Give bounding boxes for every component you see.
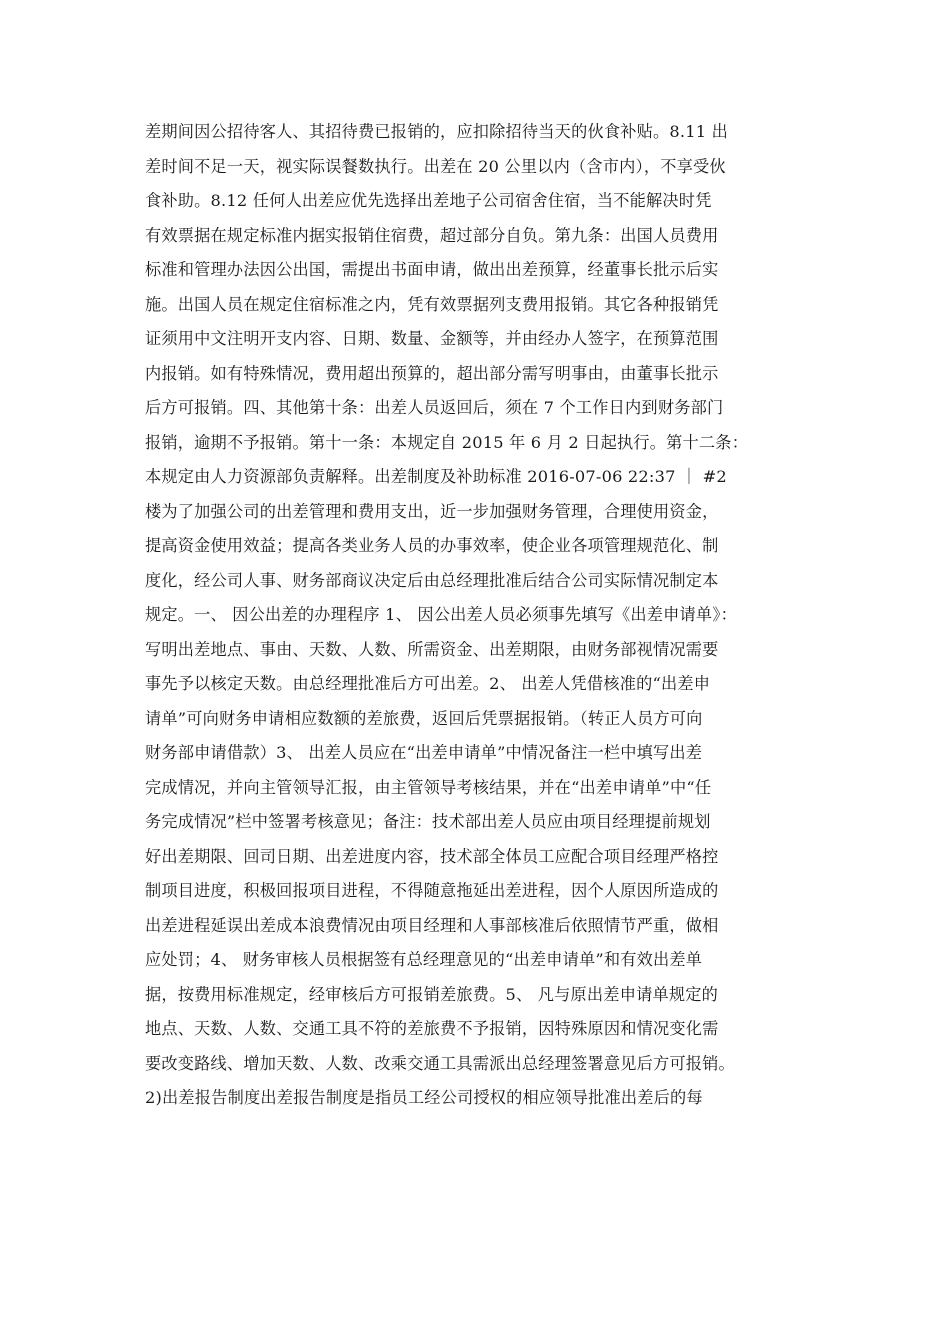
text-line: 地点、天数、人数、交通工具不符的差旅费不予报销，因特殊原因和情况变化需 bbox=[145, 1019, 719, 1038]
body-text bbox=[145, 115, 815, 1116]
text-line: 好出差期限、回司日期、出差进度内容，技术部全体员工应配合项目经理严格控 bbox=[145, 846, 719, 866]
text-line: 完成情况，并向主管领导汇报，由主管领导考核结果，并在“出差申请单”中“任 bbox=[145, 777, 712, 797]
text-line: 本规定由人力资源部负责解释。出差制度及补助标准 2016-07-06 22:37 ｜ #2 bbox=[145, 467, 727, 486]
text-line: 标准和管理办法因公出国，需提出书面申请，做出出差预算，经董事长批示后实 bbox=[145, 260, 719, 279]
text-line: 差时间不足一天，视实际误餐数执行。出差在 20 公里以内（含市内），不享受伙 bbox=[145, 156, 726, 176]
text-line: 差期间因公招待客人、其招待费已报销的，应扣除招待当天的伙食补贴。8.11 出 bbox=[145, 122, 728, 141]
text-line: 食补助。8.12 任何人出差应优先选择出差地子公司宿舍住宿，当不能解决时凭 bbox=[145, 191, 712, 210]
text-line: 出差进程延误出差成本浪费情况由项目经理和人事部核准后依照情节严重，做相 bbox=[145, 915, 719, 935]
text-line: 证须用中文注明开支内容、日期、数量、金额等，并由经办人签字，在预算范围 bbox=[145, 329, 719, 348]
text-line: 应处罚；4、 财务审核人员根据签有总经理意见的“出差申请单”和有效出差单 bbox=[145, 950, 703, 969]
text-line: 要改变路线、增加天数、人数、改乘交通工具需派出总经理签署意见后方可报销。 bbox=[145, 1053, 735, 1073]
text-line: 2)出差报告制度出差报告制度是指员工经公司授权的相应领导批准出差后的每 bbox=[145, 1088, 703, 1107]
text-line: 报销，逾期不予报销。第十一条：本规定自 2015 年 6 月 2 日起执行。第十二条： bbox=[145, 432, 749, 452]
text-line: 规定。一、 因公出差的办理程序 1、 因公出差人员必须事先填写《出差申请单》： bbox=[145, 605, 737, 624]
text-line: 内报销。如有特殊情况，费用超出预算的，超出部分需写明事由，由董事长批示 bbox=[145, 363, 719, 383]
text-line: 后方可报销。四、其他第十条：出差人员返回后，须在 7 个工作日内到财务部门 bbox=[145, 398, 724, 417]
text-line: 写明出差地点、事由、天数、人数、所需资金、出差期限，由财务部视情况需要 bbox=[145, 639, 719, 659]
text-line: 施。出国人员在规定住宿标准之内，凭有效票据列支费用报销。其它各种报销凭 bbox=[145, 294, 719, 314]
text-line: 据，按费用标准规定，经审核后方可报销差旅费。5、 凡与原出差申请单规定的 bbox=[145, 984, 719, 1004]
text-line: 事先予以核定天数。由总经理批准后方可出差。2、 出差人凭借核准的“出差申 bbox=[145, 674, 711, 693]
text-line: 度化，经公司人事、财务部商议决定后由总经理批准后结合公司实际情况制定本 bbox=[145, 570, 719, 590]
text-line: 楼为了加强公司的出差管理和费用支出，近一步加强财务管理，合理使用资金， bbox=[145, 501, 719, 521]
text-line: 有效票据在规定标准内据实报销住宿费，超过部分自负。第九条：出国人员费用 bbox=[145, 225, 719, 245]
text-line: 制项目进度，积极回报项目进程，不得随意拖延出差进程，因个人原因所造成的 bbox=[145, 881, 719, 900]
text-line: 提高资金使用效益；提高各类业务人员的办事效率，使企业各项管理规范化、制 bbox=[145, 536, 719, 555]
text-line: 财务部申请借款）3、 出差人员应在“出差申请单”中情况备注一栏中填写出差 bbox=[145, 743, 703, 762]
text-line: 务完成情况”栏中签署考核意见；备注：技术部出差人员应由项目经理提前规划 bbox=[145, 812, 711, 831]
text-line: 请单”可向财务申请相应数额的差旅费，返回后凭票据报销。（转正人员方可向 bbox=[145, 708, 703, 728]
